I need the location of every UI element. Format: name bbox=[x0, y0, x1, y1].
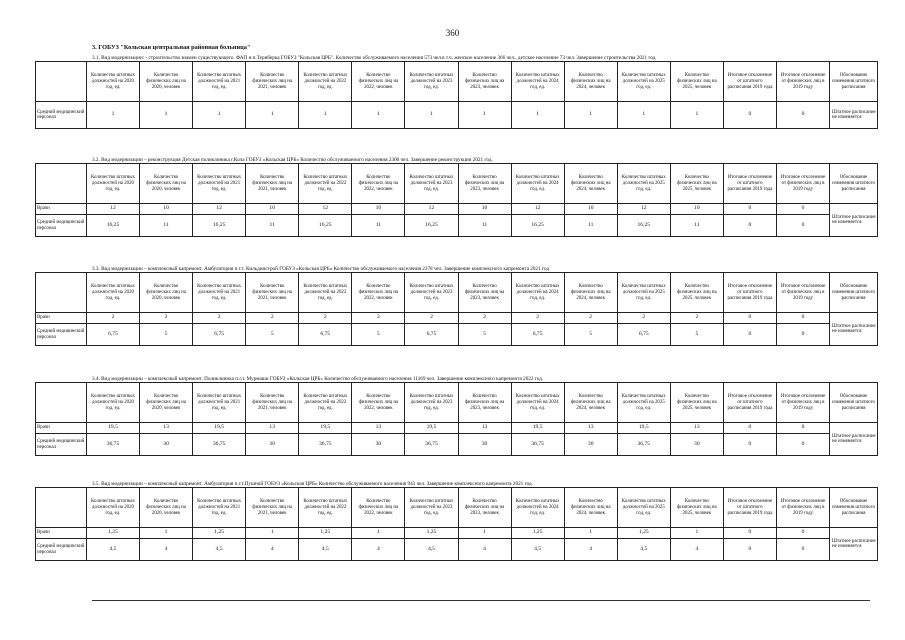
staffing-table bbox=[35, 272, 878, 346]
table-cell: 19,5 bbox=[511, 423, 564, 434]
header-cell: Итоговое отклонение от физических лиц в 2019 году bbox=[776, 164, 829, 204]
table-cell: 0 bbox=[723, 313, 776, 324]
header-cell: Количество штатных должностей на 2022 год, ед. bbox=[299, 164, 352, 204]
row-label: Средний медицинский персонал bbox=[36, 215, 87, 237]
header-cell: Количество физических лиц на 2021, человек bbox=[246, 273, 299, 313]
justification-note: Штатное расписание не изменяется bbox=[830, 204, 878, 237]
header-cell: Количество штатных должностей на 2024 год, ед. bbox=[511, 383, 564, 423]
table-cell: 5 bbox=[140, 324, 193, 346]
staffing-table bbox=[35, 163, 878, 237]
page-number: 360 bbox=[445, 28, 460, 38]
table-cell: 30 bbox=[140, 434, 193, 456]
table-cell: 11 bbox=[246, 215, 299, 237]
header-cell: Количество физических лиц на 2020, человек bbox=[140, 164, 193, 204]
row-label: Средний медицинский персонал bbox=[36, 434, 87, 456]
table-cell: 10 bbox=[352, 204, 405, 215]
table-cell: 16,25 bbox=[193, 215, 246, 237]
table-cell: 4 bbox=[246, 539, 299, 561]
table-cell: 1,25 bbox=[511, 528, 564, 539]
modernization-block bbox=[35, 481, 878, 561]
header-cell: Количество физических лиц на 2025, человек bbox=[670, 62, 723, 102]
header-cell: Количество штатных должностей на 2023 год, ед. bbox=[405, 62, 458, 102]
modernization-block bbox=[35, 55, 878, 129]
header-cell: Итоговое отклонение от штатного расписания 2019 года bbox=[723, 488, 776, 528]
header-cell-empty bbox=[36, 273, 87, 313]
header-cell: Количество физических лиц на 2024, человек bbox=[564, 273, 617, 313]
table-cell: 30 bbox=[670, 434, 723, 456]
header-cell: Количество физических лиц на 2025, человек bbox=[670, 273, 723, 313]
table-cell: 30 bbox=[564, 434, 617, 456]
header-cell: Количество штатных должностей на 2023 год, ед. bbox=[405, 164, 458, 204]
table-row-nurses bbox=[36, 434, 878, 456]
row-label: Врачи bbox=[36, 423, 87, 434]
table-cell: 0 bbox=[723, 528, 776, 539]
table-cell: 36,75 bbox=[511, 434, 564, 456]
table-cell: 30 bbox=[246, 434, 299, 456]
header-cell: Количество физических лиц на 2022, человек bbox=[352, 383, 405, 423]
header-cell: Количество штатных должностей на 2020 год, ед. bbox=[86, 273, 139, 313]
table-cell: 2 bbox=[670, 313, 723, 324]
table-cell: 1 bbox=[246, 102, 299, 129]
table-cell: 6,75 bbox=[511, 324, 564, 346]
table-cell: 0 bbox=[776, 313, 829, 324]
table-cell: 11 bbox=[458, 215, 511, 237]
header-cell: Итоговое отклонение от штатного расписания 2019 года bbox=[723, 383, 776, 423]
table-cell: 10 bbox=[564, 204, 617, 215]
table-cell: 0 bbox=[776, 102, 829, 129]
table-cell: 1 bbox=[352, 528, 405, 539]
row-label: Средний медицинский персонал bbox=[36, 324, 87, 346]
table-cell: 6,75 bbox=[405, 324, 458, 346]
header-cell: Количество штатных должностей на 2025 год, ед. bbox=[617, 488, 670, 528]
table-row-doctors bbox=[36, 423, 878, 434]
table-cell: 2 bbox=[617, 313, 670, 324]
table-cell: 36,75 bbox=[405, 434, 458, 456]
table-cell: 1 bbox=[458, 528, 511, 539]
table-cell: 1 bbox=[140, 528, 193, 539]
table-cell: 4,5 bbox=[617, 539, 670, 561]
table-cell: 6,75 bbox=[299, 324, 352, 346]
table-cell: 0 bbox=[723, 423, 776, 434]
header-cell: Количество физических лиц на 2021, человек bbox=[246, 164, 299, 204]
table-cell: 12 bbox=[299, 204, 352, 215]
header-row bbox=[36, 488, 878, 528]
table-cell: 1 bbox=[405, 102, 458, 129]
table-cell: 1,25 bbox=[617, 528, 670, 539]
justification-note: Штатное расписание не изменяется bbox=[830, 528, 878, 561]
table-cell: 1 bbox=[511, 102, 564, 129]
header-cell: Количество штатных должностей на 2024 год, ед. bbox=[511, 488, 564, 528]
table-cell: 0 bbox=[723, 434, 776, 456]
table-cell: 0 bbox=[723, 215, 776, 237]
table-cell: 1,25 bbox=[299, 528, 352, 539]
table-cell: 1 bbox=[299, 102, 352, 129]
table-cell: 5 bbox=[564, 324, 617, 346]
table-cell: 0 bbox=[776, 324, 829, 346]
header-cell: Количество физических лиц на 2023, человек bbox=[458, 164, 511, 204]
table-cell: 0 bbox=[776, 423, 829, 434]
header-cell: Количество штатных должностей на 2022 год, ед. bbox=[299, 273, 352, 313]
table-cell: 1 bbox=[564, 528, 617, 539]
header-cell: Количество штатных должностей на 2022 год, ед. bbox=[299, 383, 352, 423]
table-cell: 19,5 bbox=[86, 423, 139, 434]
header-cell: Обоснование изменения штатного расписания bbox=[830, 164, 878, 204]
table-cell: 11 bbox=[140, 215, 193, 237]
table-cell: 4,5 bbox=[299, 539, 352, 561]
table-cell: 0 bbox=[723, 324, 776, 346]
header-cell: Количество штатных должностей на 2024 год, ед. bbox=[511, 273, 564, 313]
header-cell: Итоговое отклонение от штатного расписания 2019 года bbox=[723, 62, 776, 102]
table-cell: 0 bbox=[723, 539, 776, 561]
table-cell: 0 bbox=[723, 102, 776, 129]
table-cell: 1,25 bbox=[405, 528, 458, 539]
table-cell: 1,25 bbox=[86, 528, 139, 539]
table-cell: 13 bbox=[458, 423, 511, 434]
table-cell: 4,5 bbox=[193, 539, 246, 561]
table-cell: 19,5 bbox=[617, 423, 670, 434]
header-cell: Количество физических лиц на 2020, человек bbox=[140, 273, 193, 313]
header-cell: Количество физических лиц на 2023, человек bbox=[458, 273, 511, 313]
header-cell: Количество штатных должностей на 2020 год, ед. bbox=[86, 164, 139, 204]
table-cell: 12 bbox=[193, 204, 246, 215]
table-cell: 36,75 bbox=[299, 434, 352, 456]
table-cell: 2 bbox=[140, 313, 193, 324]
table-cell: 0 bbox=[776, 539, 829, 561]
header-cell: Количество физических лиц на 2025, человек bbox=[670, 164, 723, 204]
table-cell: 13 bbox=[246, 423, 299, 434]
header-cell: Количество физических лиц на 2022, человек bbox=[352, 164, 405, 204]
table-cell: 16,25 bbox=[299, 215, 352, 237]
table-cell: 2 bbox=[352, 313, 405, 324]
table-cell: 19,5 bbox=[299, 423, 352, 434]
footer-line bbox=[92, 600, 870, 601]
table-cell: 1 bbox=[246, 528, 299, 539]
header-cell: Количество штатных должностей на 2022 год, ед. bbox=[299, 62, 352, 102]
table-cell: 6,75 bbox=[86, 324, 139, 346]
table-cell: 1 bbox=[670, 528, 723, 539]
modernization-block bbox=[35, 266, 878, 346]
block-caption: 3.4. Вид модернизации – комплексный капремонт. Поликлиника п.г.т. Мурмаши ГОБУЗ «Кольская ЦРБ» Количество обслуживаемого населения 11169 чел. Завершение комплексного капремонта 2022 год. bbox=[92, 376, 544, 382]
table-cell: 2 bbox=[246, 313, 299, 324]
table-cell: 19,5 bbox=[405, 423, 458, 434]
table-cell: 4,5 bbox=[405, 539, 458, 561]
header-cell: Количество физических лиц на 2021, человек bbox=[246, 383, 299, 423]
table-cell: 6,75 bbox=[193, 324, 246, 346]
table-cell: 12 bbox=[617, 204, 670, 215]
header-cell: Количество штатных должностей на 2023 год, ед. bbox=[405, 383, 458, 423]
staffing-table bbox=[35, 487, 878, 561]
justification-note: Штатное расписание не изменяется bbox=[830, 313, 878, 346]
table-cell: 0 bbox=[776, 204, 829, 215]
table-cell: 19,5 bbox=[193, 423, 246, 434]
table-cell: 5 bbox=[352, 324, 405, 346]
header-cell: Количество штатных должностей на 2020 год, ед. bbox=[86, 62, 139, 102]
justification-note: Штатное расписание не изменяется bbox=[830, 423, 878, 456]
table-cell: 30 bbox=[352, 434, 405, 456]
table-cell: 13 bbox=[352, 423, 405, 434]
table-cell: 1 bbox=[86, 102, 139, 129]
header-cell: Количество физических лиц на 2020, человек bbox=[140, 383, 193, 423]
table-cell: 2 bbox=[564, 313, 617, 324]
header-cell: Обоснование изменения штатного расписания bbox=[830, 383, 878, 423]
header-cell-empty bbox=[36, 164, 87, 204]
header-cell-empty bbox=[36, 488, 87, 528]
table-cell: 1 bbox=[670, 102, 723, 129]
header-cell: Обоснование изменения штатного расписания bbox=[830, 62, 878, 102]
table-cell: 13 bbox=[670, 423, 723, 434]
table-cell: 1 bbox=[617, 102, 670, 129]
table-cell: 4 bbox=[140, 539, 193, 561]
table-cell: 16,25 bbox=[86, 215, 139, 237]
header-cell: Количество физических лиц на 2024, человек bbox=[564, 62, 617, 102]
table-row-nurses bbox=[36, 324, 878, 346]
header-cell: Количество штатных должностей на 2025 год, ед. bbox=[617, 273, 670, 313]
row-label: Средний медицинский персонал bbox=[36, 539, 87, 561]
header-cell: Количество физических лиц на 2023, человек bbox=[458, 62, 511, 102]
table-cell: 6,75 bbox=[617, 324, 670, 346]
table-cell: 11 bbox=[670, 215, 723, 237]
header-cell: Обоснование изменения штатного расписания bbox=[830, 488, 878, 528]
header-cell: Количество штатных должностей на 2025 год, ед. bbox=[617, 62, 670, 102]
header-cell: Количество физических лиц на 2022, человек bbox=[352, 488, 405, 528]
justification-note: Штатное расписание не изменяется bbox=[830, 102, 878, 129]
table-row-doctors bbox=[36, 313, 878, 324]
table-cell: 0 bbox=[723, 204, 776, 215]
table-cell: 16,25 bbox=[405, 215, 458, 237]
table-cell: 5 bbox=[458, 324, 511, 346]
header-cell: Итоговое отклонение от физических лиц в 2019 году bbox=[776, 62, 829, 102]
table-cell: 10 bbox=[458, 204, 511, 215]
header-cell: Количество физических лиц на 2020, человек bbox=[140, 62, 193, 102]
header-cell: Итоговое отклонение от штатного расписания 2019 года bbox=[723, 164, 776, 204]
table-cell: 4,5 bbox=[86, 539, 139, 561]
header-cell-empty bbox=[36, 383, 87, 423]
table-cell: 1 bbox=[458, 102, 511, 129]
table-cell: 1,25 bbox=[193, 528, 246, 539]
section-title: 3. ГОБУЗ "Кольская центральная районная больница" bbox=[92, 44, 251, 51]
table-cell: 36,75 bbox=[193, 434, 246, 456]
table-cell: 11 bbox=[352, 215, 405, 237]
header-cell: Количество штатных должностей на 2020 год, ед. bbox=[86, 383, 139, 423]
table-cell: 2 bbox=[86, 313, 139, 324]
header-row bbox=[36, 164, 878, 204]
block-caption: 3.5. Вид модернизации – комплексный капремонт. Амбулатория п.г.т.Пушной ГОБУЗ «Кольская ЦРБ» Количество обслуживаемого населения 943 чел. Завершение комплексного капремонта 2021 год. bbox=[92, 481, 533, 487]
table-cell: 10 bbox=[246, 204, 299, 215]
header-row bbox=[36, 273, 878, 313]
block-caption: 3.3. Вид модернизации – комплексный капремонт. Амбулатория п.г.т. Кильдинстрой ГОБУЗ «Кольская ЦРБ» Количество обслуживаемого населения 2378 чел. Завершение комплексного капремонта 2021 год bbox=[92, 266, 550, 272]
header-cell: Количество физических лиц на 2025, человек bbox=[670, 383, 723, 423]
table-cell: 4,5 bbox=[511, 539, 564, 561]
table-cell: 2 bbox=[511, 313, 564, 324]
header-cell: Итоговое отклонение от физических лиц в 2019 году bbox=[776, 488, 829, 528]
table-cell: 12 bbox=[86, 204, 139, 215]
table-cell: 2 bbox=[405, 313, 458, 324]
table-row-nurses bbox=[36, 539, 878, 561]
table-cell: 0 bbox=[776, 434, 829, 456]
header-row bbox=[36, 62, 878, 102]
table-cell: 2 bbox=[193, 313, 246, 324]
header-cell: Количество штатных должностей на 2020 год, ед. bbox=[86, 488, 139, 528]
header-cell: Количество штатных должностей на 2024 год, ед. bbox=[511, 164, 564, 204]
table-cell: 4 bbox=[352, 539, 405, 561]
table-cell: 0 bbox=[776, 215, 829, 237]
table-cell: 10 bbox=[140, 204, 193, 215]
header-row bbox=[36, 383, 878, 423]
table-cell: 13 bbox=[564, 423, 617, 434]
staffing-table bbox=[35, 382, 878, 456]
header-cell: Обоснование изменения штатного расписания bbox=[830, 273, 878, 313]
row-label: Врачи bbox=[36, 313, 87, 324]
header-cell: Итоговое отклонение от штатного расписания 2019 года bbox=[723, 273, 776, 313]
table-cell: 4 bbox=[458, 539, 511, 561]
table-cell: 0 bbox=[776, 528, 829, 539]
header-cell: Итоговое отклонение от физических лиц в 2019 году bbox=[776, 383, 829, 423]
header-cell: Количество физических лиц на 2022, человек bbox=[352, 62, 405, 102]
header-cell: Количество штатных должностей на 2022 год, ед. bbox=[299, 488, 352, 528]
header-cell: Количество штатных должностей на 2021 год, ед. bbox=[193, 488, 246, 528]
row-label: Врачи bbox=[36, 204, 87, 215]
modernization-block bbox=[35, 376, 878, 456]
table-cell: 1 bbox=[193, 102, 246, 129]
table-cell: 12 bbox=[405, 204, 458, 215]
header-cell: Количество физических лиц на 2024, человек bbox=[564, 488, 617, 528]
header-cell: Количество штатных должностей на 2023 год, ед. bbox=[405, 273, 458, 313]
row-label: Врачи bbox=[36, 528, 87, 539]
table-cell: 1 bbox=[352, 102, 405, 129]
table-row-doctors bbox=[36, 528, 878, 539]
table-cell: 2 bbox=[458, 313, 511, 324]
table-cell: 4 bbox=[564, 539, 617, 561]
header-cell: Количество штатных должностей на 2025 год, ед. bbox=[617, 383, 670, 423]
header-cell: Количество физических лиц на 2025, человек bbox=[670, 488, 723, 528]
table-cell: 1 bbox=[564, 102, 617, 129]
table-row-nurses bbox=[36, 102, 878, 129]
block-caption: 3.2. Вид модернизации – реконструкция Детская поликлиника г.Кола ГОБУЗ «Кольская ЦРБ» Количество обслуживаемого населения 2300 чел. Завершение реконструкции 2021 год. bbox=[92, 157, 493, 163]
header-cell: Количество штатных должностей на 2025 год, ед. bbox=[617, 164, 670, 204]
header-cell: Количество штатных должностей на 2024 год, ед. bbox=[511, 62, 564, 102]
row-label: Средний медицинский персонал bbox=[36, 102, 87, 129]
header-cell: Количество физических лиц на 2022, человек bbox=[352, 273, 405, 313]
table-row-doctors bbox=[36, 204, 878, 215]
header-cell: Количество физических лиц на 2023, человек bbox=[458, 488, 511, 528]
staffing-table bbox=[35, 61, 878, 129]
header-cell: Количество физических лиц на 2021, человек bbox=[246, 488, 299, 528]
header-cell: Итоговое отклонение от физических лиц в 2019 году bbox=[776, 273, 829, 313]
header-cell-empty bbox=[36, 62, 87, 102]
header-cell: Количество физических лиц на 2020, человек bbox=[140, 488, 193, 528]
header-cell: Количество физических лиц на 2023, человек bbox=[458, 383, 511, 423]
header-cell: Количество физических лиц на 2021, человек bbox=[246, 62, 299, 102]
header-cell: Количество штатных должностей на 2021 год, ед. bbox=[193, 62, 246, 102]
table-cell: 36,75 bbox=[617, 434, 670, 456]
table-cell: 13 bbox=[140, 423, 193, 434]
table-cell: 5 bbox=[246, 324, 299, 346]
header-cell: Количество штатных должностей на 2021 год, ед. bbox=[193, 164, 246, 204]
table-cell: 36,75 bbox=[86, 434, 139, 456]
table-cell: 4 bbox=[670, 539, 723, 561]
header-cell: Количество штатных должностей на 2021 год, ед. bbox=[193, 383, 246, 423]
modernization-block bbox=[35, 157, 878, 237]
table-cell: 1 bbox=[140, 102, 193, 129]
table-cell: 2 bbox=[299, 313, 352, 324]
table-cell: 16,25 bbox=[617, 215, 670, 237]
header-cell: Количество штатных должностей на 2023 год, ед. bbox=[405, 488, 458, 528]
table-cell: 11 bbox=[564, 215, 617, 237]
table-cell: 30 bbox=[458, 434, 511, 456]
header-cell: Количество физических лиц на 2024, человек bbox=[564, 383, 617, 423]
table-cell: 5 bbox=[670, 324, 723, 346]
header-cell: Количество штатных должностей на 2021 год, ед. bbox=[193, 273, 246, 313]
table-row-nurses bbox=[36, 215, 878, 237]
table-cell: 10 bbox=[670, 204, 723, 215]
header-cell: Количество физических лиц на 2024, человек bbox=[564, 164, 617, 204]
block-caption: 3.1. Вид модернизации: - строительство взамен существующего. ФАП н.п.Териберка ГОБУЗ "Кольская ЦРБ". Количество обслуживаемого населения 573 чел.в т.ч. женское население 366 чел., детское население 73 чел. Завершение строительства 2021 год bbox=[92, 55, 656, 61]
table-cell: 16,25 bbox=[511, 215, 564, 237]
table-cell: 12 bbox=[511, 204, 564, 215]
